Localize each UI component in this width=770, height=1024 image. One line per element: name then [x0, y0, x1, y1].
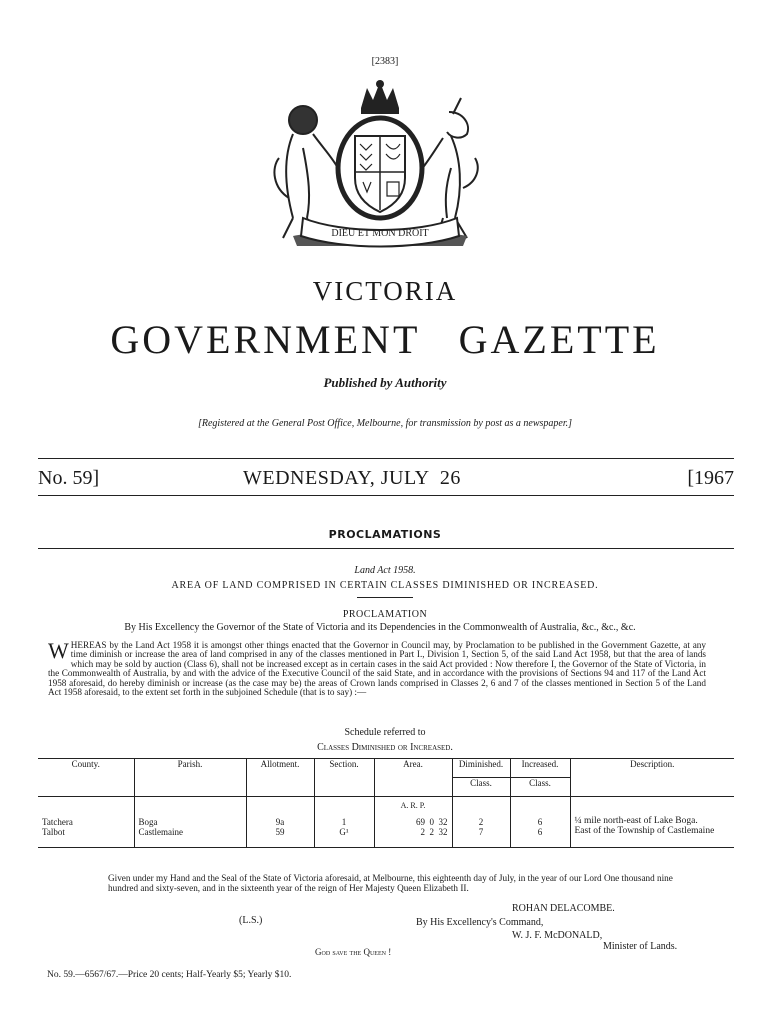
header-allotment: Allotment.	[246, 759, 314, 797]
cell-increased: 6	[510, 827, 570, 848]
seal-mark: (L.S.)	[239, 915, 263, 926]
header-area: Area.	[374, 759, 452, 797]
cell-diminished: 7	[452, 827, 510, 848]
header-diminished: Diminished.	[452, 759, 510, 778]
proclamations-heading: PROCLAMATIONS	[328, 528, 442, 541]
cell-area: 69 0 32	[374, 813, 452, 827]
issue-number: No. 59]	[38, 467, 100, 489]
god-save-the-queen: God save the Queen !	[315, 947, 392, 957]
cell-parish: Castlemaine	[134, 827, 246, 848]
cell-diminished: 2	[452, 813, 510, 827]
header-parish: Parish.	[134, 759, 246, 797]
header-class-increased: Class.	[510, 778, 570, 797]
area-units: A. R. P.	[374, 797, 452, 814]
gazette-title: GOVERNMENT GAZETTE	[110, 317, 660, 362]
cell-allotment: 59	[246, 827, 314, 848]
schedule-table	[38, 758, 734, 848]
cell-area: 2 2 32	[374, 827, 452, 848]
cell-description: East of the Township of Castlemaine	[574, 826, 715, 836]
proclamation-title: AREA OF LAND COMPRISED IN CERTAIN CLASSES DIMINISHED OR INCREASED.	[171, 580, 599, 591]
drop-cap: W	[48, 638, 69, 663]
header-class-diminished: Class.	[452, 778, 510, 797]
crest-motto: DIEU ET MON DROIT	[331, 228, 429, 239]
price-footer: No. 59.—6567/67.—Price 20 cents; Half-Yearly $5; Yearly $10.	[47, 970, 292, 980]
cell-section: G¹	[314, 827, 374, 848]
short-rule	[357, 597, 413, 598]
cell-section: 1	[314, 813, 374, 827]
crown-icon	[361, 80, 399, 114]
act-title: Land Act 1958.	[354, 565, 416, 576]
cell-increased: 6	[510, 813, 570, 827]
minister-name: W. J. F. McDONALD,	[512, 930, 603, 941]
proclamation-subheading: PROCLAMATION	[342, 609, 428, 620]
cell-description: ¼ mile north-east of Lake Boga.	[574, 816, 698, 826]
schedule-title: Classes Diminished or Increased.	[317, 742, 453, 753]
header-description: Description.	[570, 759, 734, 797]
header-county: County.	[38, 759, 134, 797]
units-row	[38, 797, 734, 814]
lion-icon	[274, 106, 339, 238]
state-name: VICTORIA	[312, 276, 458, 306]
proclamation-body	[48, 638, 706, 698]
page-number: [2383]	[371, 56, 399, 67]
royal-coat-of-arms	[263, 78, 497, 250]
cell-allotment: 9a	[246, 813, 314, 827]
issue-date: WEDNESDAY, JULY 26	[243, 467, 461, 489]
proclamation-text: HEREAS by the Land Act 1958 it is amongst other things enacted that the Governor in Council may, by Proclamation to be published in the Government Gazette, at any time diminish or increase the area of land comprised in any of the classes mentioned in Part I., Division 1, Section 5, of the said Land Act 1958, but that the area of lands which may be sold by auction (Class 6), shall not be increased except as in certain cases in the said Act provided : Now therefore I, the Governor of the State of Victoria, in the Commonwealth of Australia, by and with the advice of the Executive Council of the said State, and in accordance with the provisions of Sections 94 and 117 of the Land Act 1958 aforesaid, do hereby diminish or increase (as the case may be) the areas of Crown lands comprised in Classes 2, 6 and 7 of the classes mentioned in Section 5 of the Land Act 1958 aforesaid, to the extent set forth in the subjoined Schedule (that is to say) :—	[48, 640, 706, 698]
cell-county: Talbot	[38, 827, 134, 848]
by-command: By His Excellency's Command,	[416, 917, 544, 928]
masthead-top-rule	[38, 458, 734, 459]
governor-signature: ROHAN DELACOMBE.	[512, 903, 615, 914]
cell-county: Tatchera	[38, 813, 134, 827]
schedule-header-row	[38, 759, 734, 778]
header-increased: Increased.	[510, 759, 570, 778]
table-row	[38, 827, 734, 848]
table-row	[38, 813, 734, 827]
shield-icon	[338, 118, 422, 218]
given-under-hand: Given under my Hand and the Seal of the State of Victoria aforesaid, at Melbourne, this eighteenth day of July, in the year of our Lord One thousand nine hundred and sixty-seven, and in the sixteenth year of the reign of Her Majesty Queen Elizabeth II.	[108, 873, 673, 893]
by-his-excellency: By His Excellency the Governor of the State of Victoria and its Dependencies in the Commonwealth of Australia, &c., &c., &c.	[124, 622, 636, 633]
masthead-bottom-rule	[38, 495, 734, 496]
cell-parish: Boga	[134, 813, 246, 827]
header-section: Section.	[314, 759, 374, 797]
issue-year: [1967	[687, 467, 734, 489]
section-rule	[38, 548, 734, 549]
schedule-reference: Schedule referred to	[344, 727, 426, 738]
registration-note: [Registered at the General Post Office, Melbourne, for transmission by post as a newspaper.]	[197, 418, 573, 429]
published-by-authority: Published by Authority	[323, 375, 447, 390]
unicorn-icon	[421, 98, 478, 238]
minister-title: Minister of Lands.	[603, 941, 678, 952]
